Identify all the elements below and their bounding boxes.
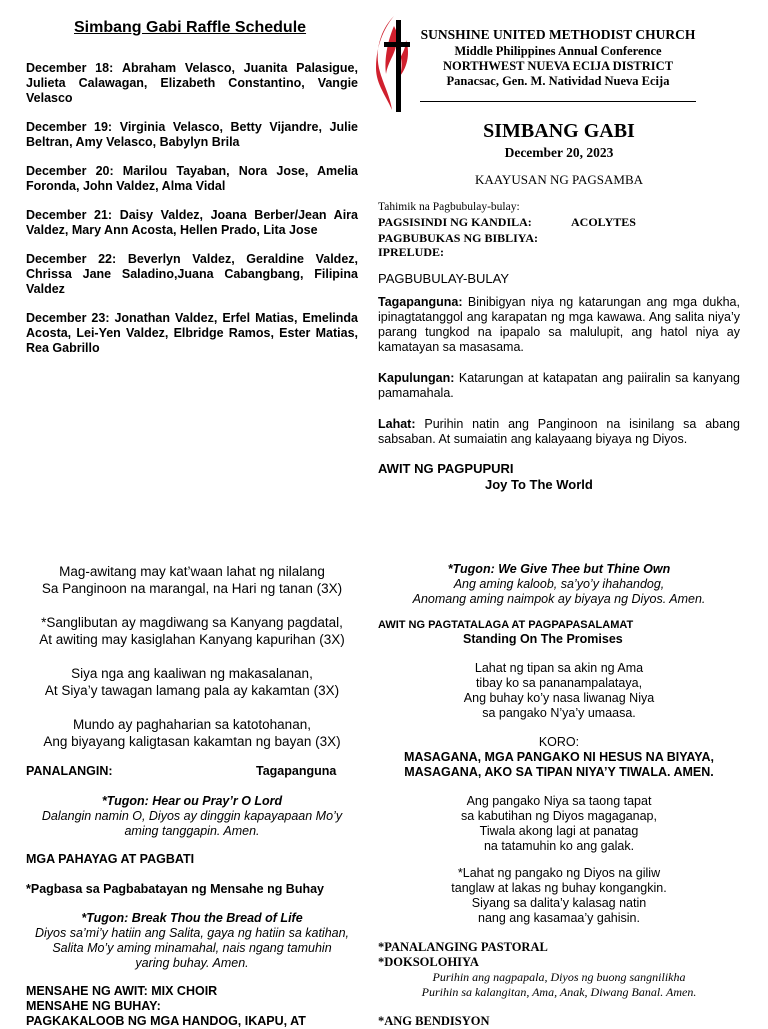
prelude: IPRELUDE: [378, 245, 445, 259]
congregation-line: Kapulungan: Katarungan at katapatan ang paiiralin sa kanyang pamamahala. [378, 371, 740, 400]
header-divider [420, 101, 696, 102]
prayer-leader: Tagapanguna [256, 764, 337, 778]
response-break-thou-bread: *Tugon: Break Thou the Bread of Life Diyos sa’mi’y hatiin ang Salita, gaya ng hatiin sa katihan, Salita Mo’y aming minamahal, nais ngang tamuhin yaring buhay. Amen. [34, 911, 350, 970]
response-hear-our-prayer: *Tugon: Hear ou Pray’r O Lord Dalangin namin O, Diyos ay dinggin kapayapaan Mo’y aming tanggapin. Amen. [41, 794, 343, 838]
quiet-meditation: Tahimik na Pagbubulay-bulay: [378, 201, 520, 213]
meditation-heading: PAGBUBULAY-BULAY [378, 271, 510, 286]
schedule-item: December 21: Daisy Valdez, Joana Berber/Jean Aira Valdez, Mary Ann Acosta, Hellen Prado, Lita Jose [26, 208, 358, 237]
raffle-title: Simbang Gabi Raffle Schedule [74, 19, 307, 36]
schedule-item: December 23: Jonathan Valdez, Erfel Matias, Emelinda Acosta, Lei-Yen Valdez, Elbridge Ramos, Ester Matias, Rea Gabrillo [26, 311, 358, 355]
schedule-item: December 19: Virginia Velasco, Betty Vijandre, Julie Beltran, Amy Velasco, Babylyn Brila [26, 120, 358, 149]
church-conference: Middle Philippines Annual Conference [454, 44, 662, 58]
response-we-give-thee: *Tugon: We Give Thee but Thine Own Ang aming kaloob, sa’yo’y ihahandog, Anomang aming naimpok ay biyaya ng Diyos. Amen. [412, 562, 706, 606]
pastoral-prayer: *PANALANGING PASTORAL [378, 940, 548, 954]
hymn-verse-2: Ang pangako Niya sa taong tapat sa kabutihan ng Diyos magaganap, Tiwala akong lagi at panatag na tatamuhin ko ang galak. [461, 794, 657, 853]
church-address: Panacsac, Gen. M. Natividad Nueva Ecija [446, 74, 670, 88]
hymn-stanza: Mundo ay paghaharian sa katotohanan, Ang biyayang kaligtasan kakamtan ng bayan (3X) [43, 717, 341, 749]
raffle-schedule [26, 61, 358, 370]
message-of-life: MENSAHE NG BUHAY: [26, 999, 161, 1013]
hymn-stanza: *Sanglibutan ay magdiwang sa Kanyang pagdatal, At awiting may kasiglahan Kanyang kapurihan (3X) [39, 615, 345, 647]
church-logo [372, 12, 412, 112]
hymn-verse-3: *Lahat ng pangako ng Diyos na giliw tanglaw at lakas ng buhay kongangkin. Siyang sa dalita’y kalasag natin nang ang kasamaa’y gahisin. [451, 866, 667, 925]
hymn-stanza: Siya nga ang kaaliwan ng makasalanan, At Siya’y tawagan lamang pala ay kakamtan (3X) [44, 666, 340, 698]
all-line: Lahat: Purihin natin ang Panginoon na isinilang sa abang sabsaban. At sumaiatin ang kalayaang biyaya ng Diyos. [378, 417, 740, 446]
offering: PAGKAKALOOB NG MGA HANDOG, IKAPU, AT [26, 1014, 306, 1028]
order-of-worship-title: KAAYUSAN NG PAGSAMBA [474, 172, 644, 187]
service-date: December 20, 2023 [504, 145, 614, 160]
hymn-verse-1: Lahat ng tipan sa akin ng Ama tibay ko sa pananampalataya, Ang buhay ko’y nasa liwanag Niya sa pangako N’ya’y umaasa. [463, 661, 655, 720]
church-district: NORTHWEST NUEVA ECIJA DISTRICT [442, 59, 674, 73]
scripture-reading: *Pagbasa sa Pagbabatayan ng Mensahe ng Buhay [26, 882, 325, 896]
hymn-chorus: KORO: MASAGANA, MGA PANGAKO NI HESUS NA BIYAYA, MASAGANA, AKO SA TIPAN NIYA’Y TIWALA. AMEN. [404, 735, 714, 779]
prayer-label: PANALANGIN: [26, 764, 113, 778]
schedule-item: December 18: Abraham Velasco, Juanita Palasigue, Julieta Calawagan, Elizabeth Constantino, Vangie Velasco [26, 61, 358, 105]
bible-opening: PAGBUBUKAS NG BIBLIYA: [378, 231, 539, 245]
doxology-lines: Purihin ang nagpapala, Diyos ng buong sangnilikha Purihin sa kalangitan, Ama, Anak, Diwang Banal. Amen. [421, 970, 697, 999]
hymn-lyrics [18, 563, 366, 750]
service-title: SIMBANG GABI [483, 120, 635, 142]
dedication-hymn-title: Standing On The Promises [463, 632, 623, 646]
hymn-heading: AWIT NG PAGPUPURI [378, 461, 514, 476]
doxology: *DOKSOLOHIYA [378, 955, 479, 969]
dedication-heading: AWIT NG PAGTATALAGA AT PAGPAPASALAMAT [378, 619, 634, 631]
leader-line: Tagapanguna: Binibigyan niya ng katarungan ang mga dukha, ipinagtatanggol ang karapatan ng mga kawawa. Ang salita niya’y parang tungkod na ipapalo sa malulupit, ang hatol niya ay kamatayan sa masasama. [378, 295, 740, 354]
announcements: MGA PAHAYAG AT PAGBATI [26, 852, 195, 866]
responsive-reading [378, 295, 740, 463]
church-name: SUNSHINE UNITED METHODIST CHURCH [420, 27, 696, 42]
message-song: MENSAHE NG AWIT: MIX CHOIR [26, 984, 218, 998]
benediction: *ANG BENDISYON [378, 1014, 490, 1028]
hymn-stanza: Mag-awitang may kat’waan lahat ng nilalang Sa Panginoon na marangal, na Hari ng tanan (3X) [41, 564, 343, 596]
schedule-item: December 22: Beverlyn Valdez, Geraldine Valdez, Chrissa Jane Saladino,Juana Cabangbang, Filipina Valdez [26, 252, 358, 296]
candle-lighting-label: PAGSISINDI NG KANDILA: [378, 215, 532, 229]
schedule-item: December 20: Marilou Tayaban, Nora Jose, Amelia Foronda, John Valdez, Alma Vidal [26, 164, 358, 193]
candle-lighting-value: ACOLYTES [571, 215, 636, 229]
hymn-title: Joy To The World [485, 477, 593, 492]
cross-and-flame-icon [372, 12, 412, 112]
